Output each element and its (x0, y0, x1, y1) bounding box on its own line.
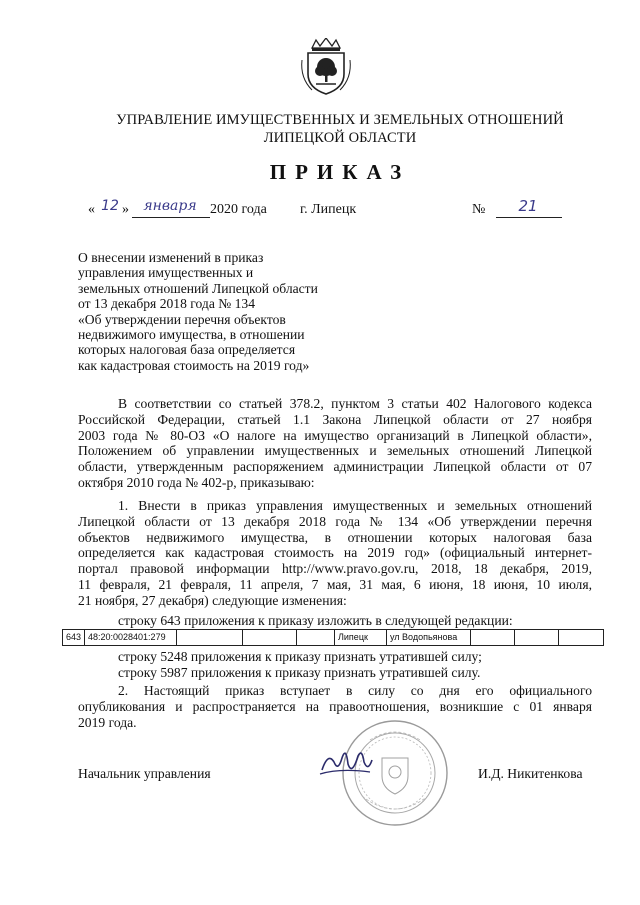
subject-line: управления имущественных и (78, 265, 254, 281)
paragraph-line: Российской Федерации, статьей 1.1 Закона Липецкой области от 27 ноября (78, 411, 592, 427)
subject-line: «Об утверждении перечня объектов (78, 311, 286, 327)
document-title: ПРИКАЗ (269, 160, 411, 184)
paragraph-line: 2003 года № 80-ОЗ «О налоге на имущество организаций в Липецкой области», (78, 427, 592, 443)
paragraph-line: Липецкой области от 13 декабря 2018 года № 134 «Об утверждении перечня (78, 513, 592, 529)
paragraph-line: Положением об управлении имущественных и земельных отношений Липецкой (78, 443, 592, 459)
paragraph-line: определяется как кадастровая стоимость на 2019 год» (официальный интернет- (78, 545, 592, 561)
paragraph-line: 2. Настоящий приказ вступает в силу со дня его официального (118, 683, 592, 698)
date-quote-open: « (88, 202, 95, 217)
table-cell-empty (243, 630, 297, 645)
row-5248-instruction (78, 649, 592, 665)
document-number-label: № (472, 202, 486, 217)
table-cell-empty (559, 630, 603, 645)
org-name-line-1: УПРАВЛЕНИЕ ИМУЩЕСТВЕННЫХ И ЗЕМЕЛЬНЫХ ОТНОШЕНИЙ (116, 112, 564, 128)
document-number-underline (496, 217, 562, 218)
subject-block (78, 250, 378, 373)
paragraph-line: области, утвержденным распоряжением администрации Липецкой области от 07 (78, 459, 592, 475)
date-month: января (143, 198, 197, 214)
date-year: 2020 года (210, 202, 267, 217)
table-cell-empty (471, 630, 515, 645)
paragraph-line: В соответствии со статьей 378.2, пунктом 3 статьи 402 Налогового кодекса (118, 396, 592, 411)
paragraph-line: строку 5248 приложения к приказу признать утратившей силу; (118, 649, 482, 664)
date-quote-close: » (122, 202, 129, 217)
table-cell-empty (515, 630, 559, 645)
handwritten-signature (318, 748, 374, 782)
signatory-position: Начальник управления (78, 766, 211, 781)
row-5987-instruction (78, 665, 592, 681)
document-number: 21 (518, 197, 538, 215)
table-cell-street: ул Водопьянова (387, 630, 471, 645)
row-643-instruction (78, 613, 592, 629)
signatory-name: И.Д. Никитенкова (478, 766, 583, 781)
appendix-table-row (62, 629, 604, 646)
table-cell-empty (297, 630, 335, 645)
paragraph-line: строку 5987 приложения к приказу признать утратившей силу. (118, 665, 481, 680)
subject-line: земельных отношений Липецкой области (78, 280, 318, 296)
paragraph-line: строку 643 приложения к приказу изложить в следующей редакции: (118, 613, 513, 628)
preamble-paragraph (78, 396, 592, 491)
subject-line: недвижимого имущества, в отношении (78, 327, 305, 343)
subject-line: от 13 декабря 2018 года № 134 (78, 296, 256, 312)
paragraph-line: объектов недвижимого имущества, в отношении которых налоговая база (78, 529, 592, 545)
org-name-line-2: ЛИПЕЦКОЙ ОБЛАСТИ (263, 130, 417, 146)
table-cell-number: 643 (63, 630, 85, 645)
coat-of-arms-icon (298, 38, 354, 96)
subject-line: О внесении изменений в приказ (78, 250, 264, 265)
table-cell-empty (177, 630, 243, 645)
date-number-line (88, 197, 568, 224)
table-cell-city: Липецк (335, 630, 387, 645)
paragraph-line: портал правовой информации http://www.pravo.gov.ru, 2018, 18 декабря, 2019, (78, 561, 592, 577)
clause-1-paragraph (78, 498, 592, 609)
date-month-underline (132, 217, 210, 218)
table-cell-cadastral: 48:20:0028401:279 (85, 630, 177, 645)
paragraph-line: опубликования и распространяется на правоотношения, возникшие с 01 января (78, 698, 592, 714)
subject-line: которых налоговая база определяется (78, 342, 296, 358)
date-day: 12 (101, 198, 119, 214)
paragraph-line: 11 февраля, 21 февраля, 11 апреля, 7 мая, 31 мая, 6 июня, 18 июня, 10 июля, (78, 576, 592, 592)
paragraph-line: октября 2010 года № 402-р, приказываю: (78, 474, 315, 490)
paragraph-line: 21 ноября, 27 декабря) следующие изменения: (78, 592, 347, 608)
paragraph-line: 2019 года. (78, 714, 137, 730)
paragraph-line: 1. Внести в приказ управления имущественных и земельных отношений (118, 498, 592, 513)
subject-line: как кадастровая стоимость на 2019 год» (78, 357, 310, 373)
clause-2-paragraph (78, 683, 592, 730)
document-city: г. Липецк (300, 202, 357, 217)
